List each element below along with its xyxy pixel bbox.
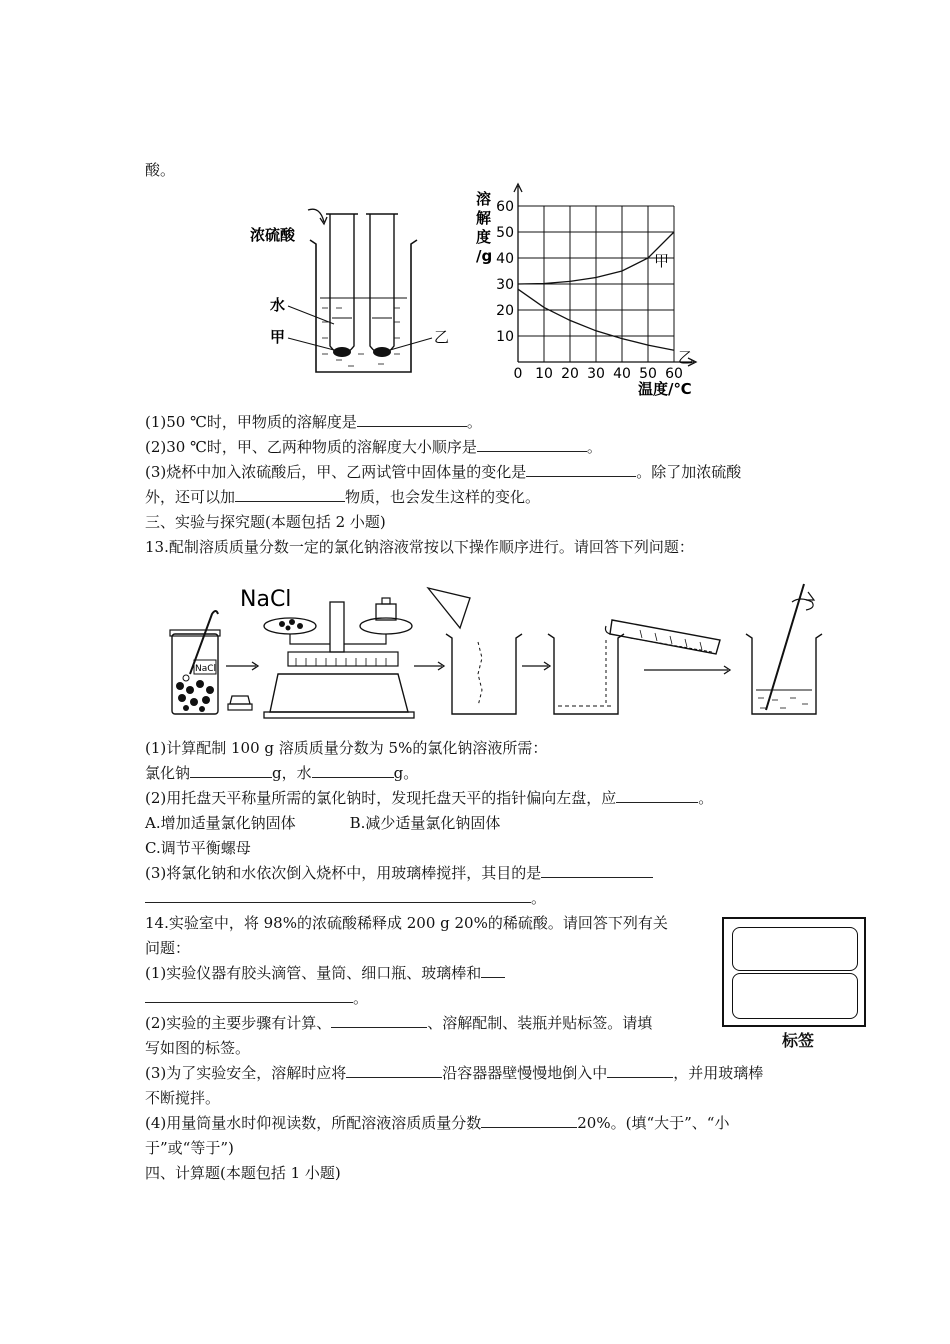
answer-blank[interactable] [346,1063,442,1078]
q12-part1 [145,411,482,433]
q14-part1 [145,962,505,984]
q14-stem: 14.实验室中，将 98%的浓硫酸稀释成 200 g 20%的稀硫酸。请回答下列有关 [145,914,668,932]
y-axis-label: 度 [476,228,492,246]
x-tick-label: 50 [639,366,657,382]
answer-blank[interactable] [481,963,505,978]
q14-p3-text: (3)为了实验安全，溶解时应将 [145,1064,347,1082]
q14-p3-mid: 沿容器器壁慢慢地倒入中 [442,1064,608,1082]
y-tick-label: 50 [496,225,514,241]
answer-blank[interactable] [541,863,653,878]
y-tick-label: 60 [496,199,514,215]
q13-p3-text: (3)将氯化钠和水依次倒入烧杯中，用玻璃棒搅拌，其目的是 [145,864,542,882]
answer-blank[interactable] [477,437,587,452]
q12-p3-end: 物质，也会发生这样的变化。 [345,488,541,506]
option-b: B.减少适量氯化钠固体 [349,814,501,832]
x-tick-label: 40 [613,366,631,382]
x-tick-label: 20 [561,366,579,382]
nacl-label: NaCl [240,587,292,612]
top-fragment: 酸。 [145,161,176,179]
q13-p3-end: 。 [531,889,547,907]
q13-p2-end: 。 [698,789,714,807]
q14-part3-cont: 不断搅拌。 [145,1089,221,1107]
q14-p4-text: (4)用量筒量水时仰视读数，所配溶液溶质质量分数 [145,1114,482,1132]
label-figure [722,917,866,1027]
q13-nacl-text: 氯化钠 [145,764,191,782]
x-tick-label: 0 [513,366,523,382]
y-tick-label: 10 [496,329,514,345]
q13-part1: (1)计算配制 100 g 溶质质量分数为 5%的氯化钠溶液所需： [145,739,548,757]
q14-part4 [145,1112,729,1134]
section-4-heading: 四、计算题(本题包括 1 小题) [145,1164,341,1182]
y-axis-label: 溶 [476,190,492,208]
x-axis-label: 温度/℃ [638,380,692,398]
answer-blank[interactable] [481,1113,577,1128]
q14-part3 [145,1062,763,1084]
q14-p1-text: (1)实验仪器有胶头滴管、量筒、细口瓶、玻璃棒和 [145,964,482,982]
q12-p1-end: 。 [466,413,482,431]
answer-blank[interactable] [526,462,636,477]
q14-part2 [145,1012,652,1034]
y-tick-label: 30 [496,277,514,293]
q13-unit-end: g。 [393,764,419,782]
option-a: A.增加适量氯化钠固体 [145,814,296,832]
answer-blank[interactable] [357,412,467,427]
q14-part2-cont: 写如图的标签。 [145,1039,251,1057]
x-tick-label: 10 [535,366,553,382]
tube-b-label: 乙 [434,328,450,346]
q12-p3-cont: 外，还可以加 [145,488,236,506]
q12-p2-text: (2)30 ℃时，甲、乙两种物质的溶解度大小顺序是 [145,438,477,456]
x-tick-label: 30 [587,366,605,382]
beaker-figure [248,200,458,385]
q12-p2-end: 。 [586,438,602,456]
q14-p3-tail: ，并用玻璃棒 [673,1064,764,1082]
q12-part3-cont [145,486,540,508]
q14-stem-cont: 问题： [145,939,191,957]
acid-label: 浓硫酸 [250,226,296,244]
series-label: 甲 [654,252,670,270]
answer-blank[interactable] [312,763,394,778]
answer-blank[interactable] [616,788,698,803]
answer-blank[interactable] [145,888,531,903]
jar-label: NaCl [195,664,217,674]
q12-p3-tail: 。除了加浓硫酸 [636,463,742,481]
q13-part1-line2 [145,762,418,784]
solubility-chart [468,182,708,402]
tube-a-label: 甲 [270,328,286,346]
q14-p1-end: 。 [353,989,369,1007]
answer-blank[interactable] [145,988,353,1003]
q14-p4-tail: 20%。(填“大于”、“小 [577,1114,730,1132]
q14-part1-cont [145,987,368,1009]
nacl-procedure-figure [160,578,840,723]
option-c: C.调节平衡螺母 [145,839,251,857]
y-axis-label: /g [476,247,493,265]
q13-options-ab [145,812,500,834]
label-lower-box[interactable] [732,973,858,1019]
answer-blank[interactable] [607,1063,673,1078]
q13-part2 [145,787,713,809]
q12-p1-text: (1)50 ℃时，甲物质的溶解度是 [145,413,357,431]
q12-part2 [145,436,602,458]
label-upper-box[interactable] [732,927,858,971]
q14-p2-tail: 、溶解配制、装瓶并贴标签。请填 [427,1014,653,1032]
q14-part4-cont: 于”或“等于”) [145,1139,234,1157]
answer-blank[interactable] [190,763,272,778]
section-3-heading: 三、实验与探究题(本题包括 2 小题) [145,513,386,531]
y-axis-label: 解 [476,209,492,227]
q13-water-text: g，水 [272,764,312,782]
q13-stem: 13.配制溶质质量分数一定的氯化钠溶液常按以下操作顺序进行。请回答下列问题： [145,538,694,556]
q13-part3 [145,862,653,884]
q14-p2-text: (2)实验的主要步骤有计算、 [145,1014,332,1032]
y-tick-label: 40 [496,251,514,267]
series-label: 乙 [678,348,694,367]
label-caption: 标签 [782,1031,815,1050]
x-tick-label: 60 [665,366,683,382]
q13-p2-text: (2)用托盘天平称量所需的氯化钠时，发现托盘天平的指针偏向左盘，应 [145,789,617,807]
answer-blank[interactable] [331,1013,427,1028]
answer-blank[interactable] [235,487,345,502]
q12-p3-text: (3)烧杯中加入浓硫酸后，甲、乙两试管中固体量的变化是 [145,463,527,481]
q12-part3 [145,461,741,483]
q13-part3-cont [145,887,546,909]
y-tick-label: 20 [496,303,514,319]
water-label: 水 [270,296,286,314]
